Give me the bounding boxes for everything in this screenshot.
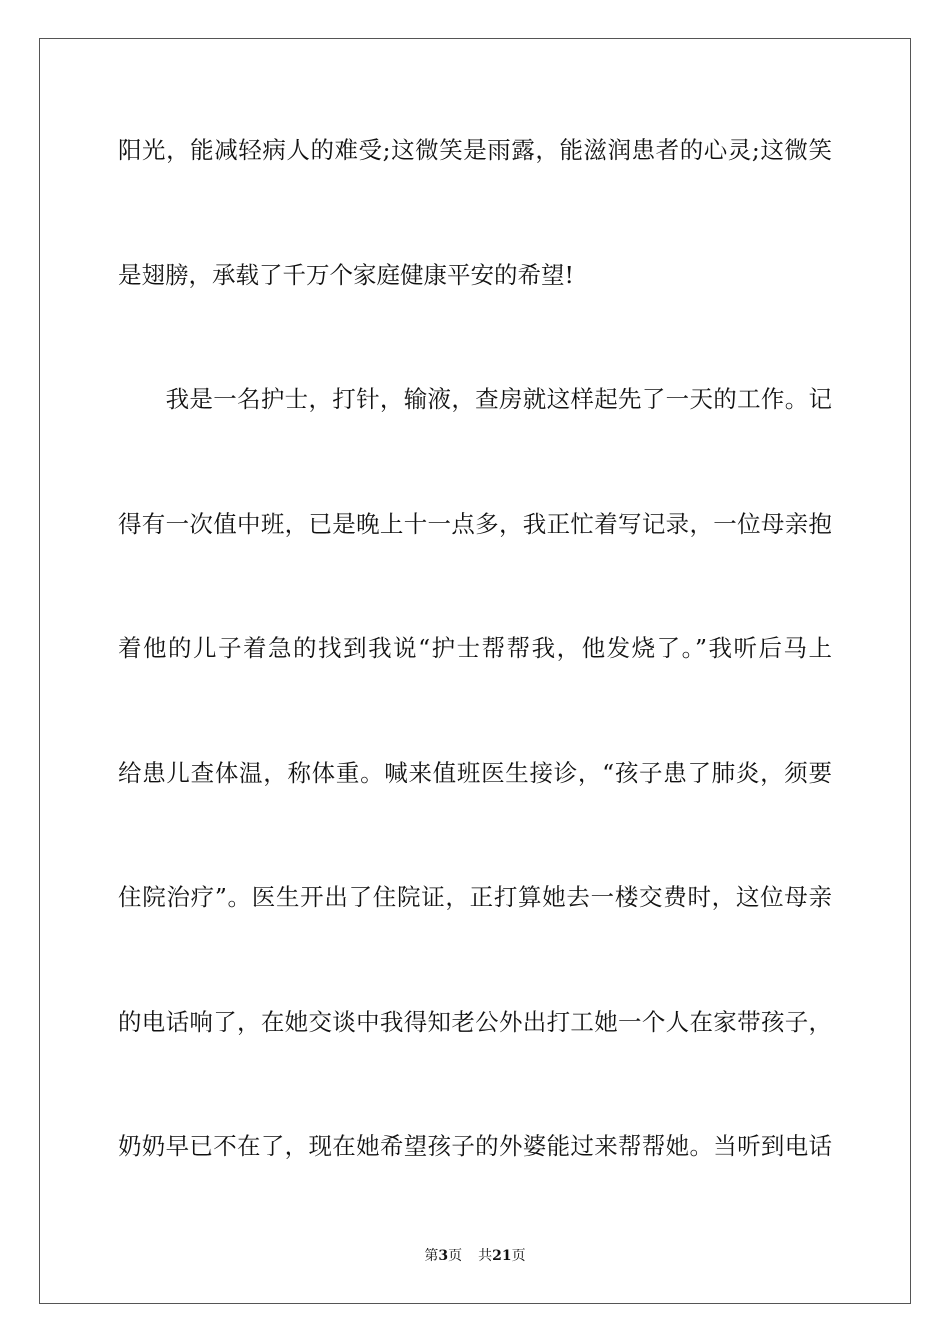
text-line-2: 是翅膀，承载了千万个家庭健康平安的希望! [118, 261, 574, 289]
text-line-5: 着他的儿子着急的找到我说“护士帮帮我，他发烧了。”我听后马上 [118, 634, 832, 662]
total-pages: 21 [492, 1248, 512, 1264]
text-line-7: 住院治疗”。医生开出了住院证，正打算她去一楼交费时，这位母亲 [118, 883, 832, 911]
text-line-4: 得有一次值中班，已是晚上十一点多，我正忙着写记录，一位母亲抱 [118, 510, 832, 538]
page-number: 3 [438, 1248, 449, 1264]
text-line-8: 的电话响了，在她交谈中我得知老公外出打工她一个人在家带孩子， [118, 1008, 832, 1036]
text-line-1: 阳光，能减轻病人的难受;这微笑是雨露，能滋润患者的心灵;这微笑 [118, 136, 832, 164]
page-footer [0, 1247, 950, 1265]
total-suffix: 页 [511, 1248, 526, 1264]
text-line-3: 我是一名护士，打针，输液，查房就这样起先了一天的工作。记 [118, 385, 832, 413]
text-line-6: 给患儿查体温，称体重。喊来值班医生接诊，“孩子患了肺炎，须要 [118, 759, 832, 787]
page-border [39, 38, 911, 1304]
total-prefix: 共 [478, 1248, 493, 1264]
text-line-9: 奶奶早已不在了，现在她希望孩子的外婆能过来帮帮她。当听到电话 [118, 1132, 832, 1160]
page-suffix: 页 [448, 1248, 463, 1264]
page-prefix: 第 [424, 1248, 439, 1264]
